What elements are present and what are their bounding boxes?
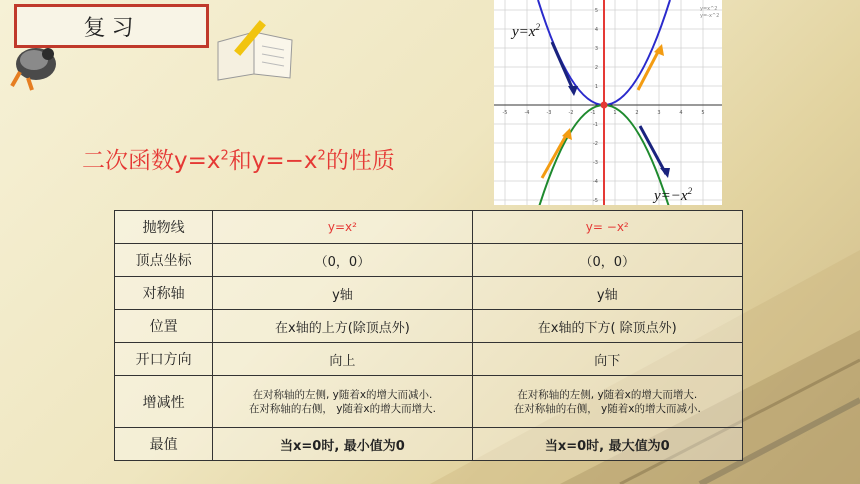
table-row xyxy=(115,310,743,343)
row-label: 顶点坐标 xyxy=(115,244,213,277)
row-label: 最值 xyxy=(115,428,213,461)
y-tick-label: 1 xyxy=(594,84,598,90)
cell-extreme-b: 当x=0时, 最大值为0 xyxy=(472,428,742,461)
cell-position-b: 在x轴的下方( 除顶点外) xyxy=(472,310,742,343)
arrow-orange-left xyxy=(542,132,568,178)
section-title: 复习 xyxy=(14,4,209,48)
table-row xyxy=(115,277,743,310)
cell-opening-b: 向下 xyxy=(472,343,742,376)
headline-sup: 2 xyxy=(317,148,326,164)
y-tick-label: -4 xyxy=(593,179,598,185)
graph-legend-1: y=x^2 xyxy=(700,6,718,12)
cell-monotonic-a xyxy=(213,376,472,428)
x-tick-label: -1 xyxy=(590,110,596,116)
x-tick-label: -5 xyxy=(502,110,508,116)
cell-parabola-b: y= −x² xyxy=(472,211,742,244)
arrow-dark-right xyxy=(640,126,666,174)
x-tick-label: -3 xyxy=(546,110,552,116)
row-label: 位置 xyxy=(115,310,213,343)
x-tick-label: -4 xyxy=(524,110,530,116)
table-row xyxy=(115,211,743,244)
headline-part: 的性质 xyxy=(325,148,395,174)
headline xyxy=(82,142,395,175)
table-row xyxy=(115,428,743,461)
monotonic-a-line1: 在对称轴的左侧, y随着x的增大而减小. xyxy=(252,388,433,401)
x-tick-label: -2 xyxy=(568,110,574,116)
x-tick-label: 5 xyxy=(701,110,705,116)
y-tick-label: -3 xyxy=(593,160,598,166)
cell-extreme-a: 当x=0时, 最小值为0 xyxy=(213,428,472,461)
cell-monotonic-b xyxy=(472,376,742,428)
beetle-icon xyxy=(6,32,66,92)
headline-part: 和y=−x xyxy=(228,148,318,174)
cell-axis-a: y轴 xyxy=(213,277,472,310)
monotonic-b-line2: 在对称轴的右侧， y随着x的增大而减小. xyxy=(513,402,701,415)
x-tick-label: 1 xyxy=(613,110,617,116)
book-icon xyxy=(210,12,300,82)
y-tick-label: 2 xyxy=(594,65,598,71)
table-row xyxy=(115,343,743,376)
x-tick-label: 3 xyxy=(657,110,661,116)
cell-vertex-a: （0，0） xyxy=(213,244,472,277)
y-tick-label: 5 xyxy=(594,8,598,14)
cell-position-a: 在x轴的上方(除顶点外) xyxy=(213,310,472,343)
cell-axis-b: y轴 xyxy=(472,277,742,310)
y-tick-label: -1 xyxy=(593,122,598,128)
y-tick-label: 3 xyxy=(594,46,598,52)
row-label: 开口方向 xyxy=(115,343,213,376)
headline-part: 二次函数y=x xyxy=(82,148,221,174)
graph-label-top: $y=x^2$ xyxy=(512,22,540,40)
table-row xyxy=(115,244,743,277)
headline-sup: 2 xyxy=(220,148,229,164)
graph-legend-2: y=-x^2 xyxy=(700,13,720,19)
x-tick-label: 2 xyxy=(635,110,639,116)
cell-opening-a: 向上 xyxy=(213,343,472,376)
y-tick-label: -5 xyxy=(593,198,598,204)
row-label: 增减性 xyxy=(115,376,213,428)
x-tick-label: 4 xyxy=(679,110,683,116)
y-tick-label: -2 xyxy=(593,141,598,147)
parabola-graph xyxy=(494,0,722,205)
row-label: 对称轴 xyxy=(115,277,213,310)
monotonic-a-line2: 在对称轴的右侧， y随着x的增大而增大. xyxy=(248,402,436,415)
y-tick-label: 4 xyxy=(594,27,598,33)
cell-parabola-a: y=x² xyxy=(213,211,472,244)
properties-table xyxy=(114,210,743,461)
cell-vertex-b: （0，0） xyxy=(472,244,742,277)
table-row xyxy=(115,376,743,428)
vertex-dot xyxy=(601,102,608,109)
row-label: 抛物线 xyxy=(115,211,213,244)
monotonic-b-line1: 在对称轴的左侧, y随着x的增大而增大. xyxy=(517,388,698,401)
graph-label-bottom: $y=-x^2$ xyxy=(654,186,693,204)
